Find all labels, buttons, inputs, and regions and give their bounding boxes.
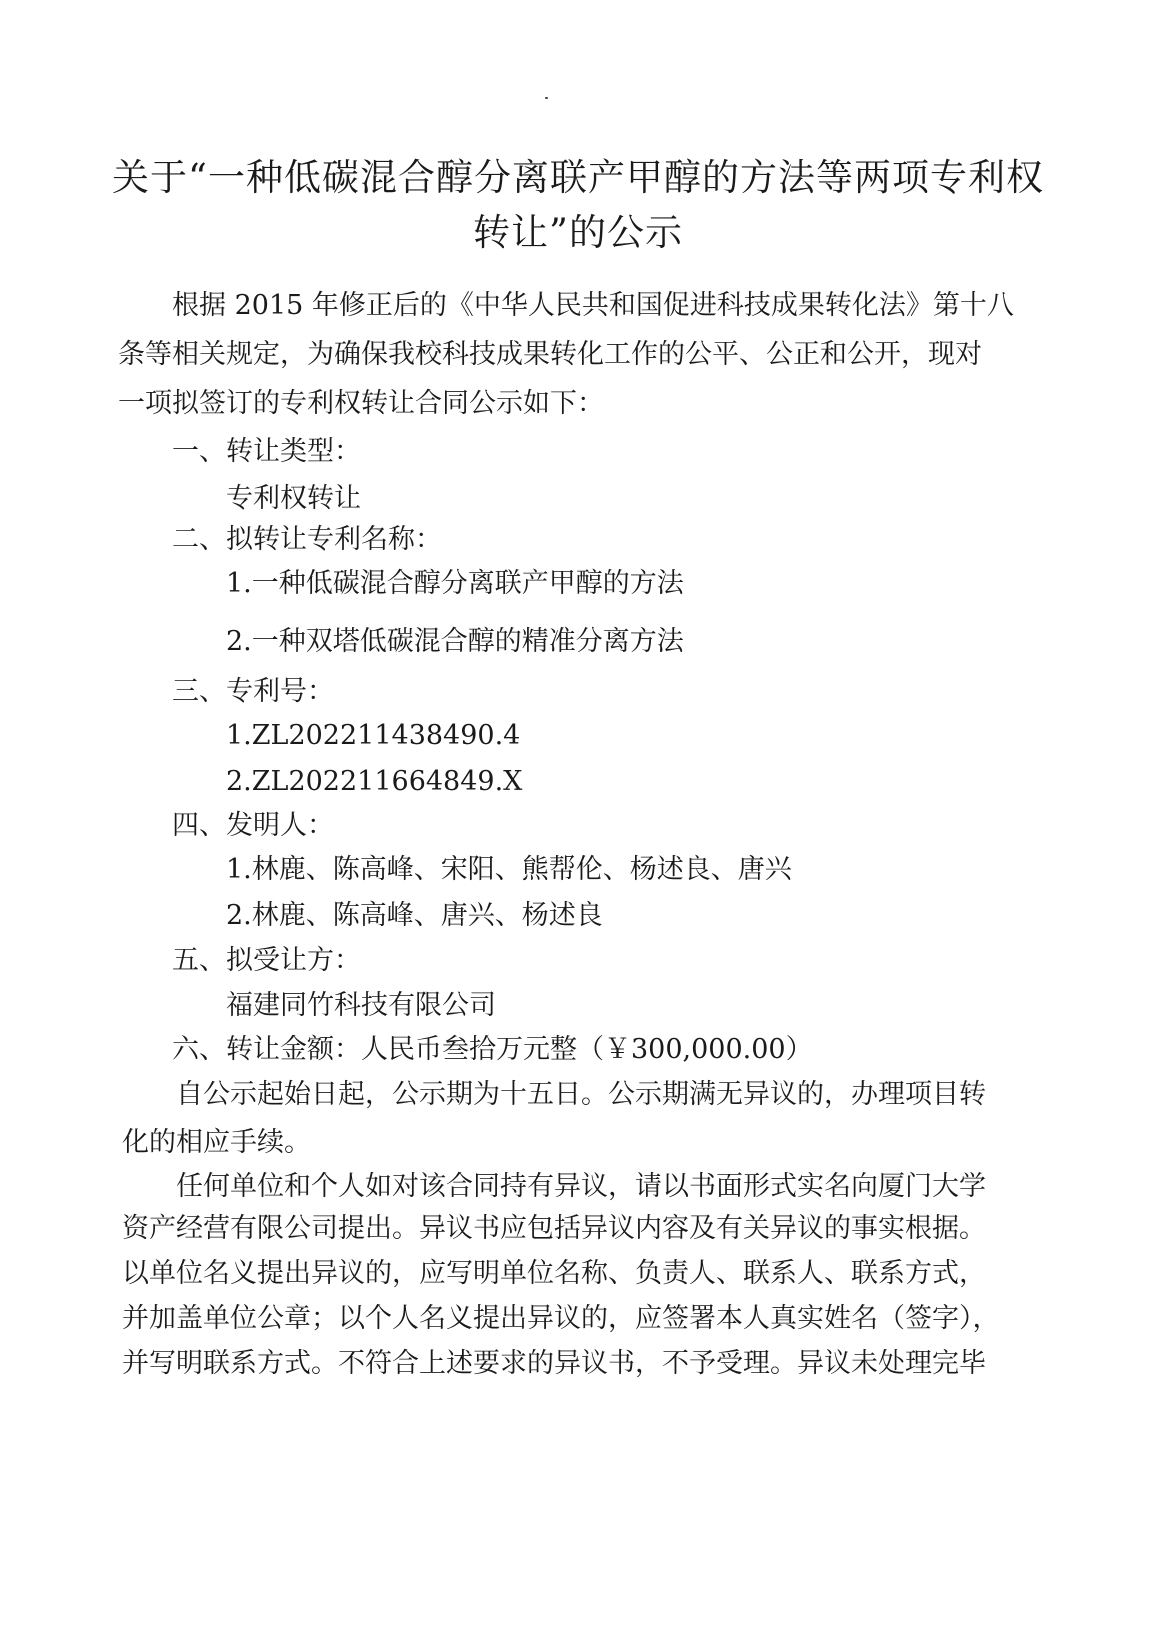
- title-line-1: 关于“一种低碳混合醇分离联产甲醇的方法等两项专利权: [112, 156, 1044, 199]
- section-6-line: 六、转让金额：人民币叁拾万元整（￥300,000.00）: [172, 1034, 813, 1065]
- period-line-1: 自公示起始日起，公示期为十五日。公示期满无异议的，办理项目转: [176, 1079, 986, 1110]
- objection-line-4: 并加盖单位公章；以个人名义提出异议的，应签署本人真实姓名（签字），: [122, 1303, 1000, 1334]
- section-2-heading: 二、拟转让专利名称：: [172, 524, 442, 555]
- scan-artifact-dot: [545, 97, 548, 99]
- patent-name-2: 2.一种双塔低碳混合醇的精准分离方法: [226, 626, 684, 657]
- document-title: [110, 150, 1046, 260]
- patent-number-2: 2.ZL202211664849.X: [226, 766, 523, 797]
- inventors-1: 1.林鹿、陈高峰、宋阳、熊帮伦、杨述良、唐兴: [226, 854, 792, 885]
- title-line-2: 转让”的公示: [473, 211, 683, 254]
- objection-line-2: 资产经营有限公司提出。异议书应包括异议内容及有关异议的事实根据。: [122, 1213, 986, 1244]
- section-4-heading: 四、发明人：: [172, 810, 334, 841]
- section-3-heading: 三、专利号：: [172, 676, 334, 707]
- section-1-heading: 一、转让类型：: [172, 436, 361, 467]
- intro-line-2: 条等相关规定，为确保我校科技成果转化工作的公平、公正和公开，现对: [118, 339, 982, 370]
- patent-number-1: 1.ZL202211438490.4: [226, 720, 521, 751]
- intro-line-3: 一项拟签订的专利权转让合同公示如下：: [118, 388, 604, 419]
- section-5-heading: 五、拟受让方：: [172, 945, 361, 976]
- inventors-2: 2.林鹿、陈高峰、唐兴、杨述良: [226, 900, 603, 931]
- patent-name-1: 1.一种低碳混合醇分离联产甲醇的方法: [226, 568, 684, 599]
- period-line-2: 化的相应手续。: [122, 1127, 311, 1158]
- intro-line-1: 根据 2015 年修正后的《中华人民共和国促进科技成果转化法》第十八: [172, 290, 1014, 321]
- objection-line-3: 以单位名义提出异议的，应写明单位名称、负责人、联系人、联系方式，: [122, 1258, 986, 1289]
- section-1-value: 专利权转让: [226, 483, 361, 514]
- objection-line-5: 并写明联系方式。不符合上述要求的异议书，不予受理。异议未处理完毕: [122, 1348, 986, 1379]
- section-5-value: 福建同竹科技有限公司: [226, 990, 496, 1021]
- objection-line-1: 任何单位和个人如对该合同持有异议，请以书面形式实名向厦门大学: [176, 1171, 986, 1202]
